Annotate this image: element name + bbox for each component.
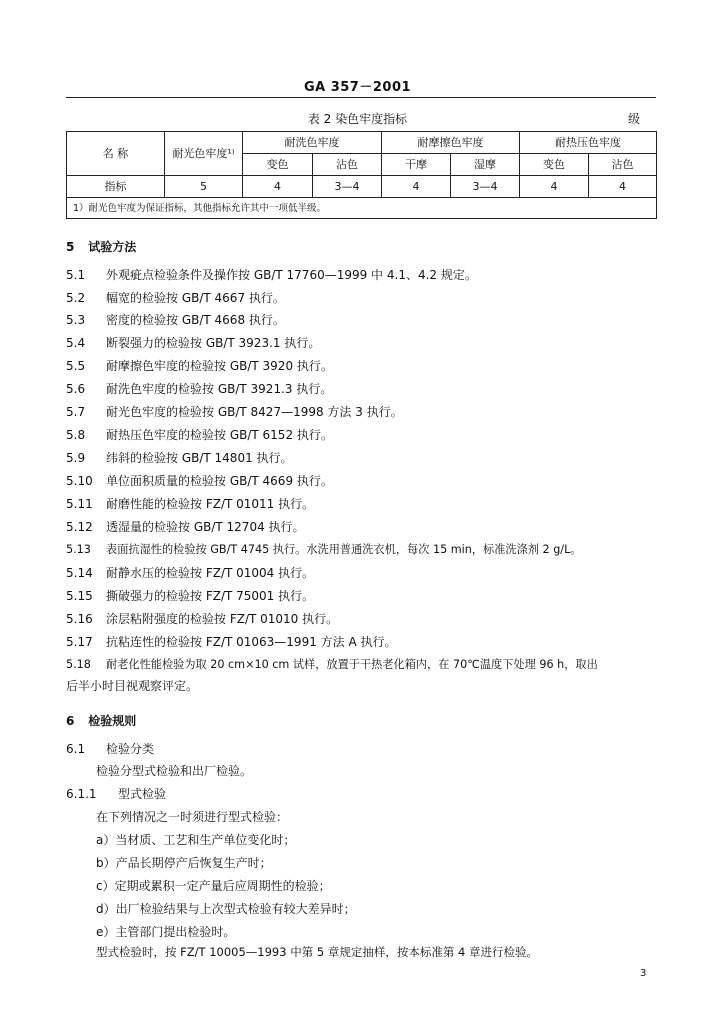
col-name-header: 名 称 [67, 132, 165, 176]
clause-5-15: 5.15 撕破强力的检验按 FZ/T 75001 执行。 [66, 589, 315, 603]
header-rule [66, 97, 656, 98]
heat-stain-header: 沾色 [589, 154, 657, 176]
list-item-a: a）当材质、工艺和生产单位变化时； [96, 833, 296, 847]
row-light-value: 5 [165, 176, 243, 198]
clause-5-17: 5.17 抗粘连性的检验按 FZ/T 01063—1991 方法 A 执行。 [66, 635, 397, 649]
section-title: 检验规则 [88, 714, 137, 728]
row-wash-stain-value: 3—4 [313, 176, 382, 198]
group-heat-header: 耐热压色牢度 [520, 132, 657, 154]
clause-5-9: 5.9 纬斜的检验按 GB/T 14801 执行。 [66, 451, 293, 465]
clause-5-6: 5.6 耐洗色牢度的检验按 GB/T 3921.3 执行。 [66, 382, 333, 396]
section-number: 6 [66, 714, 75, 728]
section-5-heading [66, 238, 136, 255]
list-item-c: c）定期或累积一定产量后应周期性的检验； [96, 879, 331, 893]
clause-5-5: 5.5 耐摩擦色牢度的检验按 GB/T 3920 执行。 [66, 359, 333, 373]
row-heat-stain-value: 4 [589, 176, 657, 198]
clause-6-1-1-rule: 型式检验时，按 FZ/T 10005—1993 中第 5 章规定抽样，按本标准第 4 章进行检验。 [96, 945, 538, 959]
table-title: 表 2 染色牢度指标 [307, 112, 408, 126]
clause-5-7: 5.7 耐光色牢度的检验按 GB/T 8427—1998 方法 3 执行。 [66, 405, 403, 419]
clause-5-8: 5.8 耐热压色牢度的检验按 GB/T 6152 执行。 [66, 428, 333, 442]
group-rub-header: 耐摩擦色牢度 [382, 132, 520, 154]
clause-5-18: 5.18 耐老化性能检验为取 20 cm×10 cm 试样，放置于干热老化箱内，在 70℃温度下处理 96 h，取出 [66, 658, 598, 671]
clause-5-4: 5.4 断裂强力的检验按 GB/T 3923.1 执行。 [66, 336, 321, 350]
row-heat-change-value: 4 [520, 176, 589, 198]
clause-5-3: 5.3 密度的检验按 GB/T 4668 执行。 [66, 313, 285, 327]
heat-change-header: 变色 [520, 154, 589, 176]
clause-6-1-1: 6.1.1 型式检验 [66, 787, 167, 801]
rub-wet-header: 湿摩 [451, 154, 520, 176]
clause-5-12: 5.12 透湿量的检验按 GB/T 12704 执行。 [66, 520, 305, 534]
clause-5-14: 5.14 耐静水压的检验按 FZ/T 01004 执行。 [66, 566, 315, 580]
clause-5-10: 5.10 单位面积质量的检验按 GB/T 4669 执行。 [66, 474, 333, 488]
table-unit: 级 [628, 112, 641, 126]
clause-5-11: 5.11 耐磨性能的检验按 FZ/T 01011 执行。 [66, 497, 315, 511]
clause-6-1-1-intro: 在下列情况之一时须进行型式检验： [96, 810, 289, 824]
standard-code-header: GA 357－2001 [303, 80, 412, 95]
clause-5-1: 5.1 外观疵点检验条件及操作按 GB/T 17760—1999 中 4.1、4.2 规定。 [66, 268, 477, 282]
row-rub-wet-value: 3—4 [451, 176, 520, 198]
clause-6-1: 6.1 检验分类 [66, 742, 155, 756]
clause-5-16: 5.16 涂层粘附强度的检验按 FZ/T 01010 执行。 [66, 612, 339, 626]
wash-change-header: 变色 [243, 154, 313, 176]
list-item-e: e）主管部门提出检验时。 [96, 925, 236, 939]
section-title: 试验方法 [88, 240, 137, 254]
table-footnote: 1）耐光色牢度为保证指标，其他指标允许其中一项低半级。 [67, 198, 657, 219]
row-label: 指标 [67, 176, 165, 198]
list-item-d: d）出厂检验结果与上次型式检验有较大差异时； [96, 902, 356, 916]
page-number: 3 [640, 968, 647, 979]
clause-6-1-text: 检验分型式检验和出厂检验。 [96, 764, 253, 778]
color-fastness-table [66, 131, 657, 219]
row-rub-dry-value: 4 [382, 176, 451, 198]
col-light-header: 耐光色牢度¹⁾ [165, 132, 243, 176]
clause-5-2: 5.2 幅宽的检验按 GB/T 4667 执行。 [66, 291, 285, 305]
clause-5-18-continuation: 后半小时目视观察评定。 [66, 679, 199, 693]
wash-stain-header: 沾色 [313, 154, 382, 176]
section-number: 5 [66, 240, 75, 254]
rub-dry-header: 干摩 [382, 154, 451, 176]
group-wash-header: 耐洗色牢度 [243, 132, 382, 154]
list-item-b: b）产品长期停产后恢复生产时； [96, 856, 272, 870]
section-6-heading [66, 712, 136, 729]
clause-5-13: 5.13 表面抗湿性的检验按 GB/T 4745 执行。水洗用普通洗衣机，每次 15 min，标准洗涤剂 2 g/L。 [66, 543, 582, 556]
row-wash-change-value: 4 [243, 176, 313, 198]
